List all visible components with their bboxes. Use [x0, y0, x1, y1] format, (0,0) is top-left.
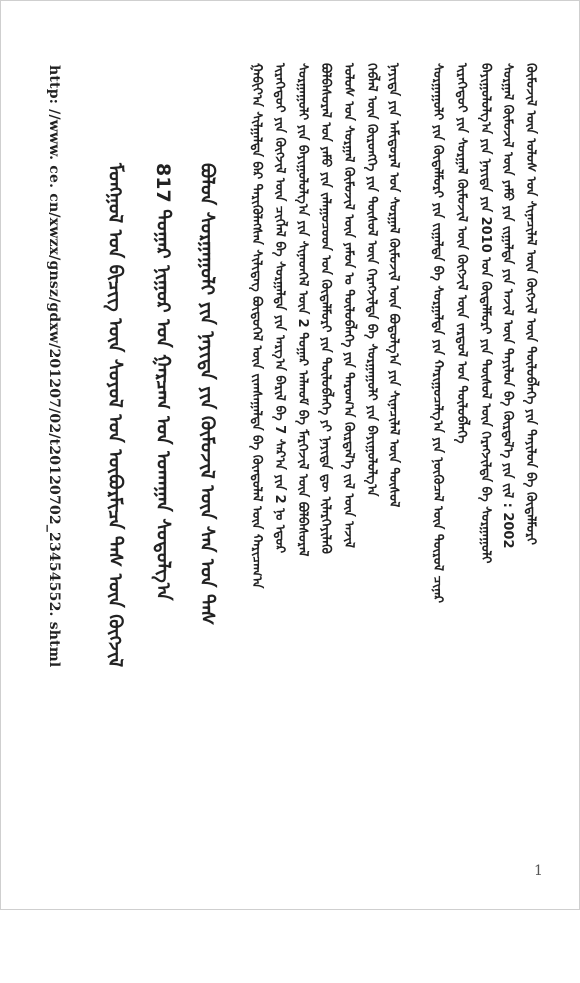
body-column-4	[319, 63, 332, 883]
body-column-8	[431, 63, 444, 883]
body-column-9	[455, 63, 468, 883]
heading-column-2	[153, 163, 172, 983]
body-column-3	[296, 63, 309, 883]
body-column-10	[479, 63, 492, 883]
body-line: ᠢᠷᠡᠭᠡᠳᠦᠢ ᠶᠢᠨ ᠰᠤᠷᠭᠠᠯ ᠬᠦᠮᠦᠵᠢᠯ ᠦᠨ ᠬᠥᠭᠵᠢᠯ ᠦᠨ ᠵᠠᠷᠳᠤᠯ ᠤᠨ ᠲᠥᠯᠥᠪᠯᠡᠭᠡ	[454, 63, 469, 444]
body-line: ᠢᠷᠡᠭᠡᠳᠦᠢ ᠶᠢᠨ ᠬᠥᠭᠵᠢᠯ ᠦᠨ ᠴᠢᠭᠯᠡᠯ ᠪᠠ ᠰᠤᠷᠭᠠᠯᠲᠠ ᠶᠢᠨ ᠠᠷᠭ᠎ᠠ ᠪᠠᠷᠢᠯ ᠪᠠ 7 ᠰᠠᠷ᠎ᠠ ᠶᠢᠨ 2 ᠨᠤ ᠡᠳᠦᠷ	[272, 63, 287, 554]
body-column-2	[273, 63, 286, 883]
body-line: ᠬᠦᠮᠦᠵᠢᠯ ᠦᠨ ᠤᠯᠤᠰ ᠤᠨ ᠰᠢᠨᠡᠴᠢᠯᠡᠯ ᠦᠨ ᠬᠥᠭᠵᠢᠯ ᠦᠨ ᠲᠥᠯᠥᠪᠯᠡᠭᠡ ᠶᠢᠨ ᠲᠠᠶᠢᠯᠤᠨ ᠪᠠ ᠬᠥᠳᠡᠯᠮᠦᠷᠢ	[523, 63, 538, 545]
body-column-7	[387, 63, 400, 883]
body-line: ᠪᠣᠯᠪᠠᠰᠤᠷᠠᠯ ᠤᠨ ᠶᠠᠮᠤ ᠶᠢᠨ ᠵᠠᠯᠠᠭᠤᠴᠤᠳ ᠤᠨ ᠬᠥᠳᠡᠯᠮᠦᠷᠢ ᠶᠢᠨ ᠲᠥᠯᠥᠪᠯᠡᠭᠡ ᠶᠢ ᠨᠡᠶᠢᠲᠡ ᠳᠦ ᠢᠯᠡᠷᠬᠡᠶᠢᠯᠡᠬᠦ	[318, 63, 333, 554]
heading-column-3	[197, 163, 216, 983]
page-number: 1	[534, 863, 543, 879]
body-line: ᠭᠠᠪᠢᠶ᠎ᠠ ᠰᠢᠯᠭᠠᠯᠲᠠ ᠪᠠᠷ ᠲᠡᠷᠢᠭᠦᠯᠡᠭᠰᠡᠨ ᠰᠢᠯᠢᠳᠡᠭ ᠪᠦᠲᠦᠭᠡᠯ ᠦᠨ ᠵᠢᠭᠰᠠᠭᠠᠯᠲᠠ ᠪᠠ ᠬᠦᠨᠳᠦᠯᠡᠯ ᠦᠨ ᠬᠠᠷᠢᠴᠠᠭ᠎ᠠ	[249, 63, 264, 589]
heading-line: 817 ᠳᠤᠭᠠᠷ ᠨᠢᠭᠤᠷ ᠤᠨ ᠭᠠᠷᠴᠠᠭ ᠤᠨ ᠤᠬᠠᠭᠠᠨ ᠰᠤᠳᠤᠯᠭ᠎ᠠ	[152, 163, 174, 601]
body-line: ᠤᠯᠤᠰ ᠤᠨ ᠰᠤᠷᠭᠠᠯ ᠬᠦᠮᠦᠵᠢᠯ ᠦᠨ ᠶᠠᠮᠤᠨ ᠤ ᠲᠥᠯᠥᠪᠯᠡᠭᠡ ᠶᠢᠨ ᠳᠠᠷᠤᠭ᠎ᠠ ᠬᠦᠷᠲᠡᠯ᠎ᠡ ᠵᠢᠯ ᠦᠨ ᠠᠵᠢᠯ	[341, 63, 356, 549]
body-line: ᠨᠡᠶᠢᠲᠡ ᠶᠢᠨ ᠠᠮᠢᠳᠤᠷᠠᠯ ᠤᠨ ᠰᠤᠷᠭᠠᠯ ᠬᠦᠮᠦᠵᠢᠯ ᠦᠨ ᠪᠣᠳᠤᠯᠭ᠎ᠠ ᠶᠢᠨ ᠰᠢᠨᠡᠴᠢᠯᠡᠯ ᠦᠨ ᠲᠥᠰᠥᠯ	[386, 63, 401, 508]
body-column-5	[342, 63, 355, 883]
body-column-6	[365, 63, 378, 883]
source-url[interactable]: http: //www. ce. cn/xwzx/gnsz/gdxw/201207/02/t20120702_23454552. shtml	[46, 65, 62, 668]
body-column-12	[524, 63, 537, 883]
body-line: ᠰᠤᠷᠭᠠᠯ ᠬᠦᠮᠦᠵᠢᠯ ᠦᠨ ᠶᠠᠮᠤ ᠶᠢᠨ ᠵᠢᠭᠠᠯᠲᠠ ᠶᠢᠨ ᠠᠵᠢᠯ ᠦᠨ ᠲᠠᠶᠢᠯᠤᠨ ᠪᠠ ᠬᠦᠷᠲᠡᠯ᠎ᠡ ᠶᠢᠨ ᠵᠢᠯ : 2002	[500, 63, 515, 549]
body-column-1	[250, 63, 263, 883]
body-line: ᠪᠠᠶᠢᠭᠤᠯᠤᠯᠭ᠎ᠠ ᠶᠢᠨ ᠨᠡᠶᠢᠲᠡ ᠶᠢᠨ 2010 ᠤᠨ ᠬᠥᠳᠡᠯᠮᠦᠷᠢ ᠶᠢᠨ ᠲᠥᠰᠥᠯ ᠦᠨ ᠬᠡᠷᠡᠭᠵᠢᠯᠲᠡ ᠪᠠ ᠰᠤᠷᠭᠠᠭᠤᠯᠢ	[478, 63, 493, 564]
body-line: ᠬᠡᠪᠯᠡᠯ ᠦᠨ ᠬᠥᠷᠥᠩᠭᠡ ᠶᠢᠨ ᠲᠥᠰᠥᠯ ᠦᠨ ᠬᠡᠷᠡᠭᠵᠢᠯᠲᠡ ᠪᠠ ᠰᠤᠷᠭᠠᠭᠤᠯᠢ ᠶᠢᠨ ᠪᠠᠶᠢᠭᠤᠯᠤᠯᠭ᠎ᠠ	[364, 63, 379, 497]
body-column-11	[501, 63, 514, 883]
body-line: ᠰᠤᠷᠭᠠᠭᠤᠯᠢ ᠶᠢᠨ ᠬᠥᠳᠡᠯᠮᠦᠷᠢ ᠶᠢᠨ ᠵᠢᠭᠠᠯᠲᠠ ᠪᠠ ᠰᠤᠷᠭᠠᠯᠲᠠ ᠶᠢᠨ ᠬᠠᠷᠢᠭᠤᠴᠠᠯᠭ᠎ᠠ ᠶᠢᠨ ᠨᠥᠬᠥᠴᠡᠯ ᠦᠨ ᠲᠥᠷᠥᠯ ᠴᠢᠨᠠᠷ	[430, 63, 445, 604]
heading-column-1	[105, 163, 124, 983]
body-line: ᠰᠤᠷᠭᠠᠭᠤᠯᠢ ᠶᠢᠨ ᠪᠠᠶᠢᠭᠤᠯᠤᠯᠭ᠎ᠠ ᠶᠢᠨ ᠰᠢᠨᠡᠳᠬᠡᠯ ᠦᠨ 2 ᠳᠤᠭᠠᠷ ᠠᠯᠬᠤᠮ ᠪᠠ ᠮᠡᠷᠭᠡᠵᠢᠯ ᠦᠨ ᠪᠣᠯᠪᠠᠰᠤᠷᠠᠯ	[295, 63, 310, 557]
heading-line: ᠪᠣᠯᠤᠨ ᠰᠤᠷᠭᠠᠭᠤᠯᠢ ᠶᠢᠨ ᠨᠡᠶᠢᠲᠡ ᠶᠢᠨ ᠬᠥᠮᠦᠵᠢᠯ ᠦᠨ ᠰᠠᠨ ᠤᠨ ᠲᠡᠰ	[196, 163, 218, 626]
source-url-column	[47, 65, 61, 885]
heading-line: ᠮᠣᠩᠭᠣᠯ ᠤᠨ ᠪᠢᠴᠢᠭ ᠦᠨ ᠰᠣᠶᠣᠯ ᠤᠨ ᠥᠪᠦᠷᠮᠢᠴᠡ ᠲᠡᠰ ᠦᠨ ᠬᠥᠭᠵᠢᠯ	[104, 163, 126, 668]
